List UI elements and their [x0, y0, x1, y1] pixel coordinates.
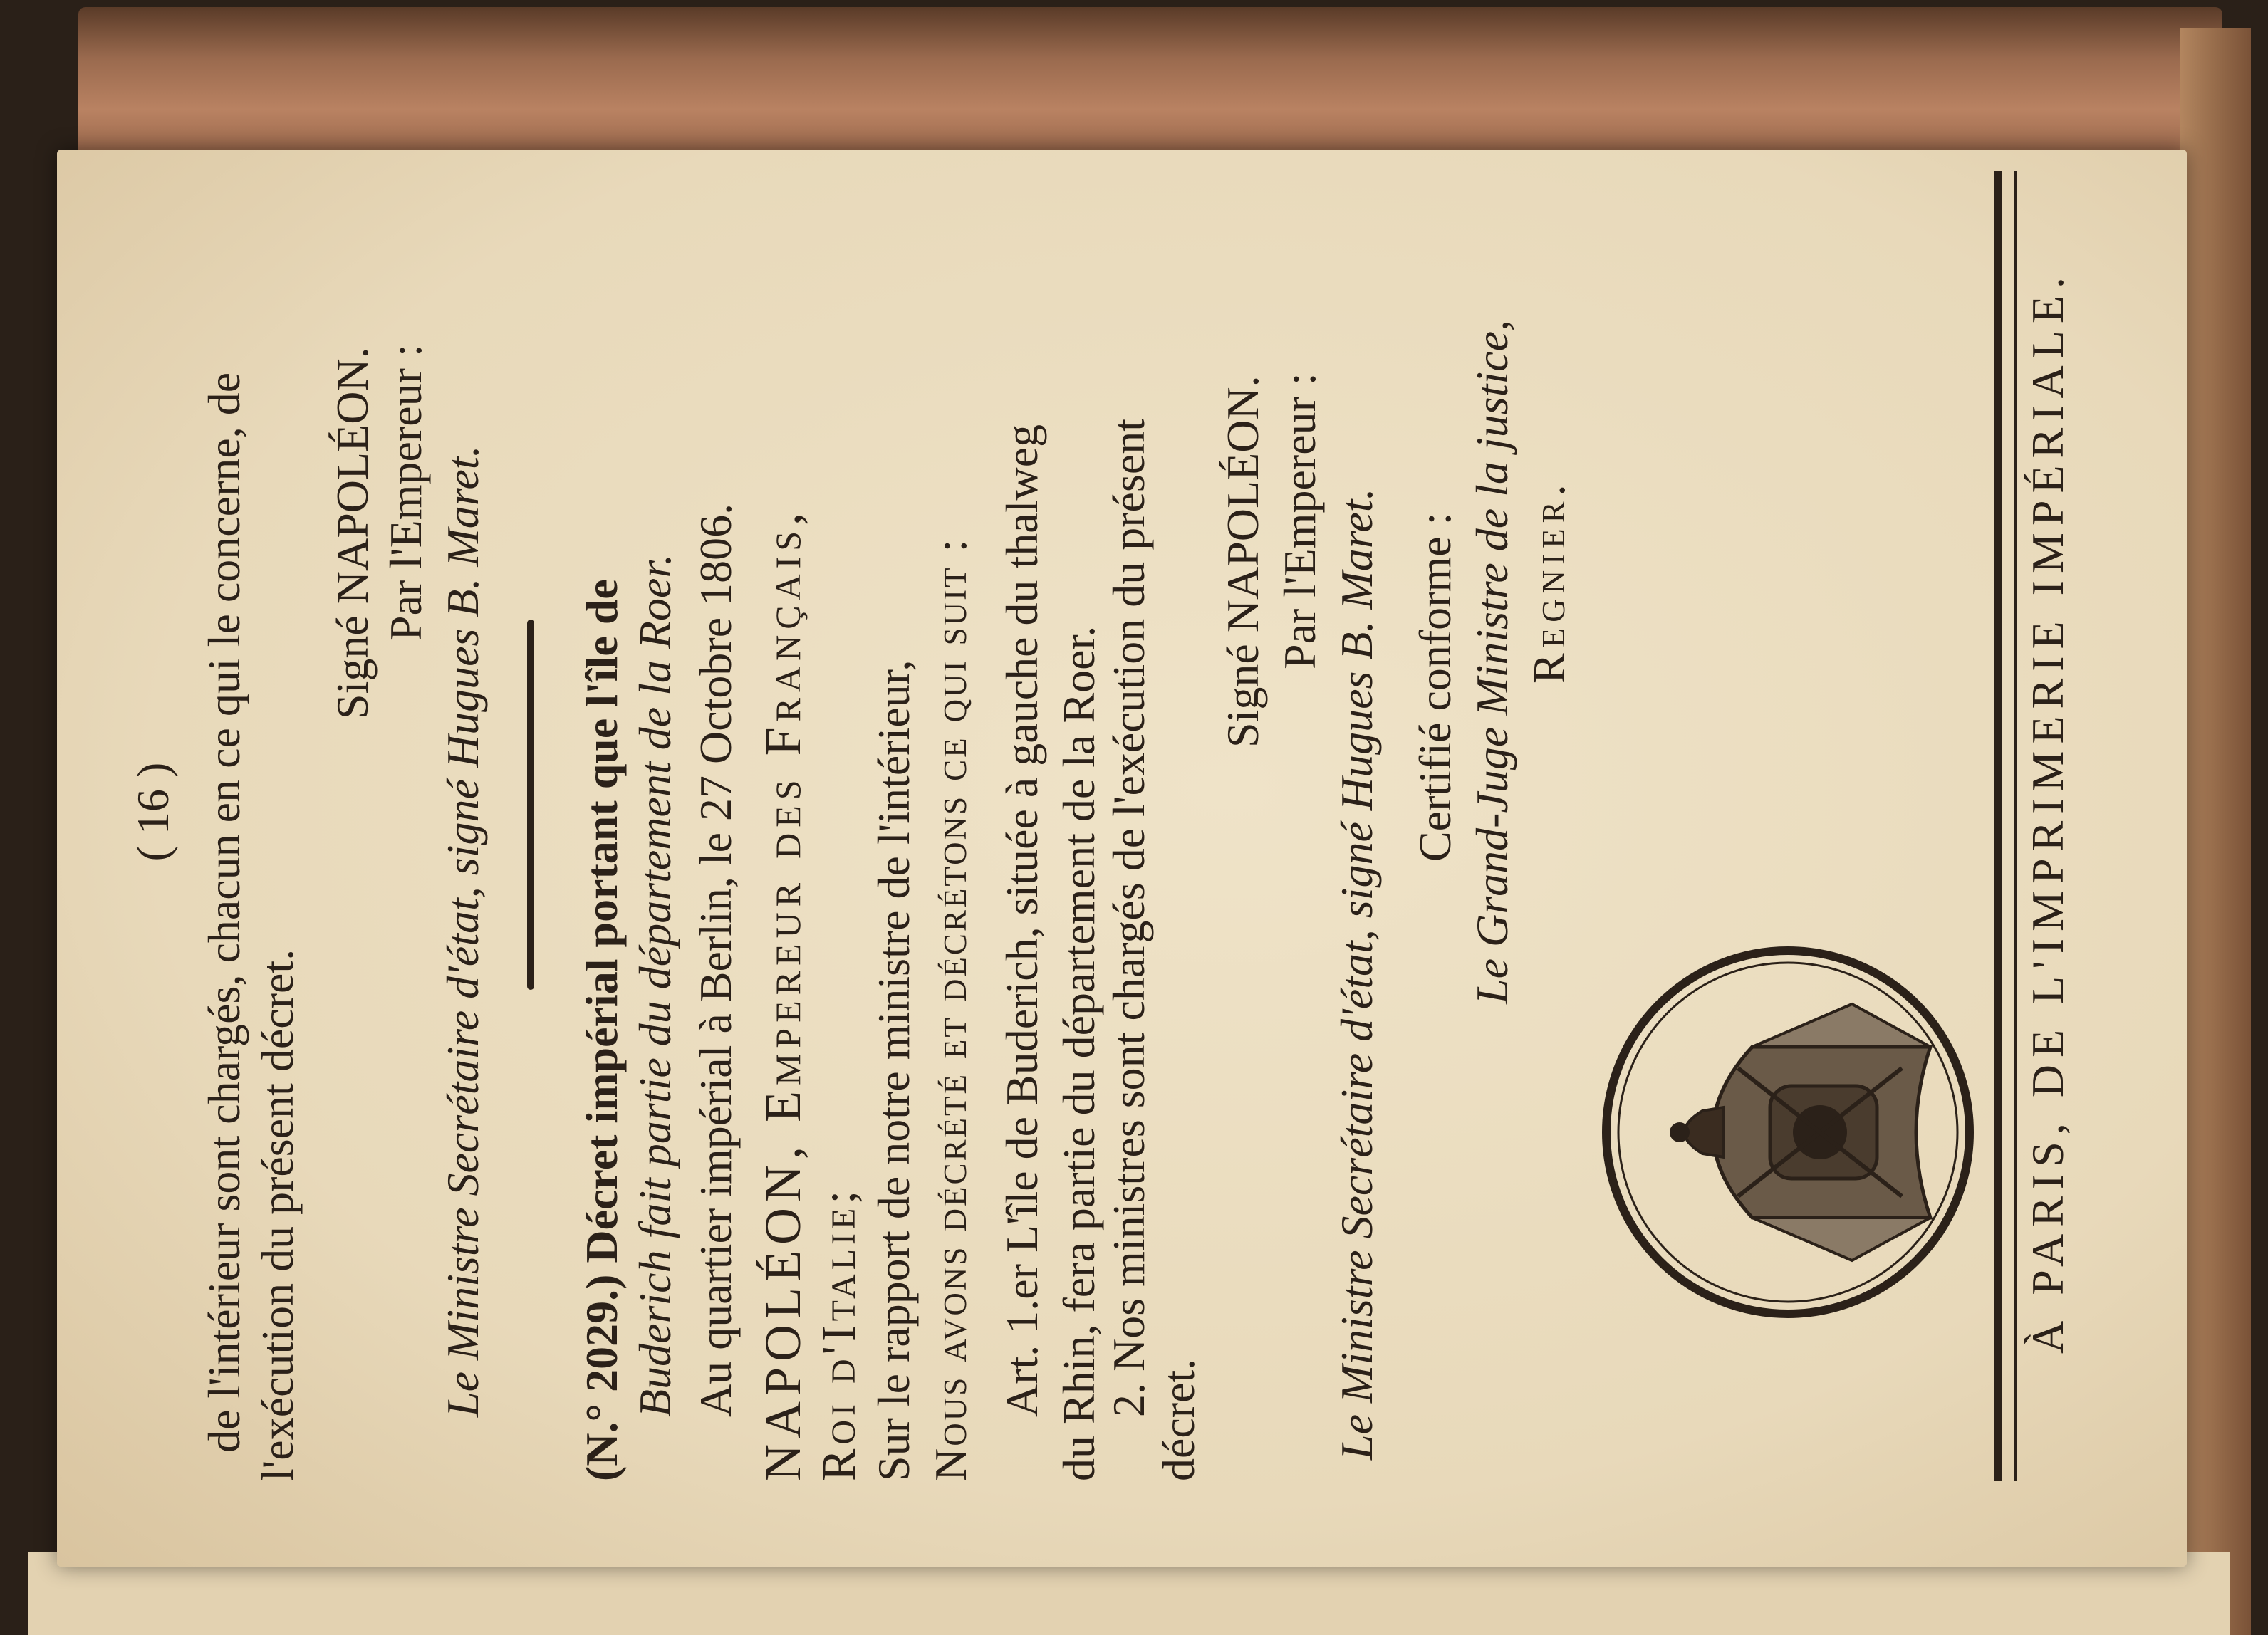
dateline: Au quartier impérial à Berlin, le 27 Octobre 1806. [690, 503, 741, 1417]
article-2: 2. Nos ministres sont chargés de l'exécution du présent [1103, 418, 1154, 1417]
article-2-continued: décret. [1153, 1358, 1204, 1481]
minister-signature: Le Ministre Secrétaire d'état, signé Hugues B. Maret. [1331, 488, 1382, 1460]
text-line: de l'intérieur sont chargés, chacun en ce qui le concerne, de [199, 372, 249, 1453]
text-line: Sur le rapport de notre ministre de l'intérieur, [868, 659, 919, 1481]
article-1: Art. 1.er L'île de Buderich, située à gauche du thalweg [997, 424, 1047, 1417]
minister-signature: Le Ministre Secrétaire d'état, signé Hugues B. Maret. [437, 445, 488, 1417]
article-1-continued: du Rhin, fera partie du département de la Roer. [1054, 625, 1104, 1481]
printer-imprint: À PARIS, DE L'IMPRIMERIE IMPÉRIALE. [2022, 270, 2073, 1354]
page-text [100, 121, 2094, 1503]
page-number: ( 16 ) [128, 762, 178, 862]
emperor-title-continued: Roi d'Italie; [811, 1186, 865, 1481]
emperor-title: NAPOLÉON, Empereur des Français, [754, 506, 811, 1481]
regnier-signature: Regnier. [1524, 479, 1574, 684]
text-line: Par l'Empereur : [380, 344, 431, 641]
signature-line: Signé NAPOLÉON. [1217, 375, 1268, 748]
separator-rule [527, 620, 534, 990]
decree-title: (N.° 2029.) Décret impérial portant que l'île de [576, 579, 627, 1481]
text-line: Nous avons décrété et décrétons ce qui suit : [925, 537, 976, 1481]
decree-title-continued: Buderich fait partie du département de la Roer. [630, 553, 680, 1417]
text-line: l'exécution du présent décret. [252, 949, 303, 1481]
grand-juge-title: Le Grand-Juge Ministre de la justice, [1467, 320, 1517, 1004]
signature-line: Signé NAPOLÉON. [327, 347, 378, 719]
imperial-seal-icon [1596, 940, 1980, 1325]
bottom-double-rule [1994, 171, 2017, 1481]
text-line: Par l'Empereur : [1274, 372, 1325, 669]
certification: Certifié conforme : [1410, 512, 1460, 862]
book-spine-edge [2180, 28, 2251, 1635]
